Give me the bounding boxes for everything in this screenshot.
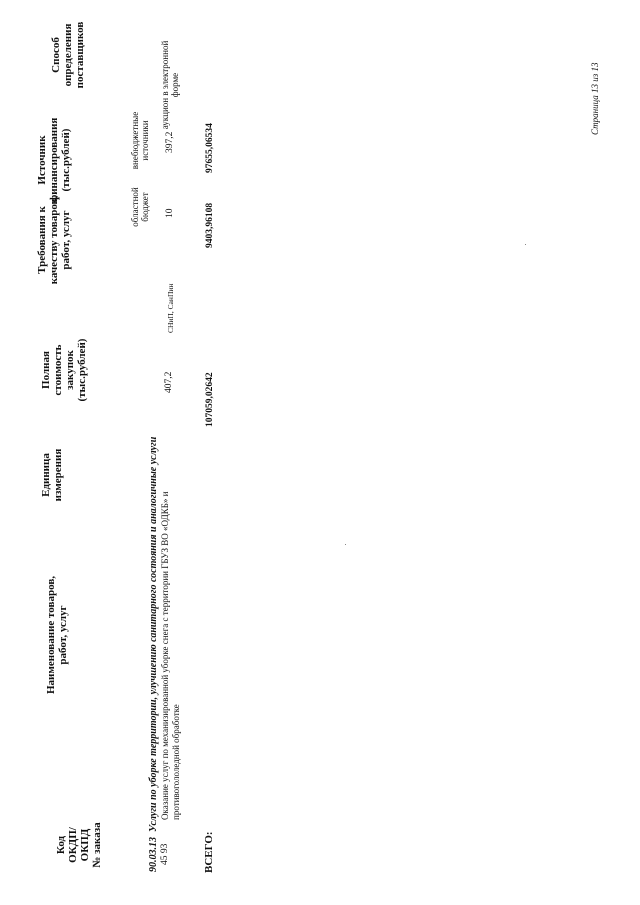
row-description: Оказание услуг по механизированной уборке снега с территории ГБУЗ ВО «ОДКБ» и противогололедной обработке	[160, 491, 181, 820]
header-financing: Источник финансирования (тыс.рублей)	[36, 117, 72, 203]
row-regional: 10	[165, 208, 175, 218]
total-cost: 107059,02642	[205, 372, 215, 427]
total-label: ВСЕГО:	[203, 831, 215, 873]
header-name: Наименование товаров, работ, услуг	[45, 575, 69, 695]
page-number: Страница 13 из 13	[590, 62, 600, 135]
header-code: Код ОКДП/ ОКПД № заказа	[55, 822, 103, 868]
header-method: Способ определения поставщиков	[50, 21, 86, 89]
row-cost: 407,2	[164, 371, 174, 393]
group-title: Услуги по уборке территории, улучшению санитарного состояния и аналогичные услуги	[148, 436, 159, 832]
total-extra: 97655,06534	[205, 123, 215, 173]
scan-speck	[345, 544, 346, 545]
header-financing-extra: внебюджетные источники	[130, 111, 150, 170]
group-row	[148, 437, 159, 872]
header-requirements: Требования к качеству товаров, работ, услуг	[36, 195, 72, 285]
scan-speck	[525, 244, 526, 245]
group-code: 90.03.13	[148, 837, 159, 872]
header-unit: Единица измерения	[40, 448, 64, 502]
header-financing-regional: областной бюджет	[130, 187, 150, 227]
row-extra: 397,2	[165, 131, 175, 153]
row-requirements: СНиП, СанПин	[166, 283, 175, 333]
row-method: аукцион в электронной форме	[160, 40, 180, 130]
total-regional: 9403,96108	[205, 202, 215, 248]
row-code: 45 93	[160, 843, 170, 865]
header-cost: Полная стоимость закупок (тыс.рублей)	[40, 338, 88, 402]
